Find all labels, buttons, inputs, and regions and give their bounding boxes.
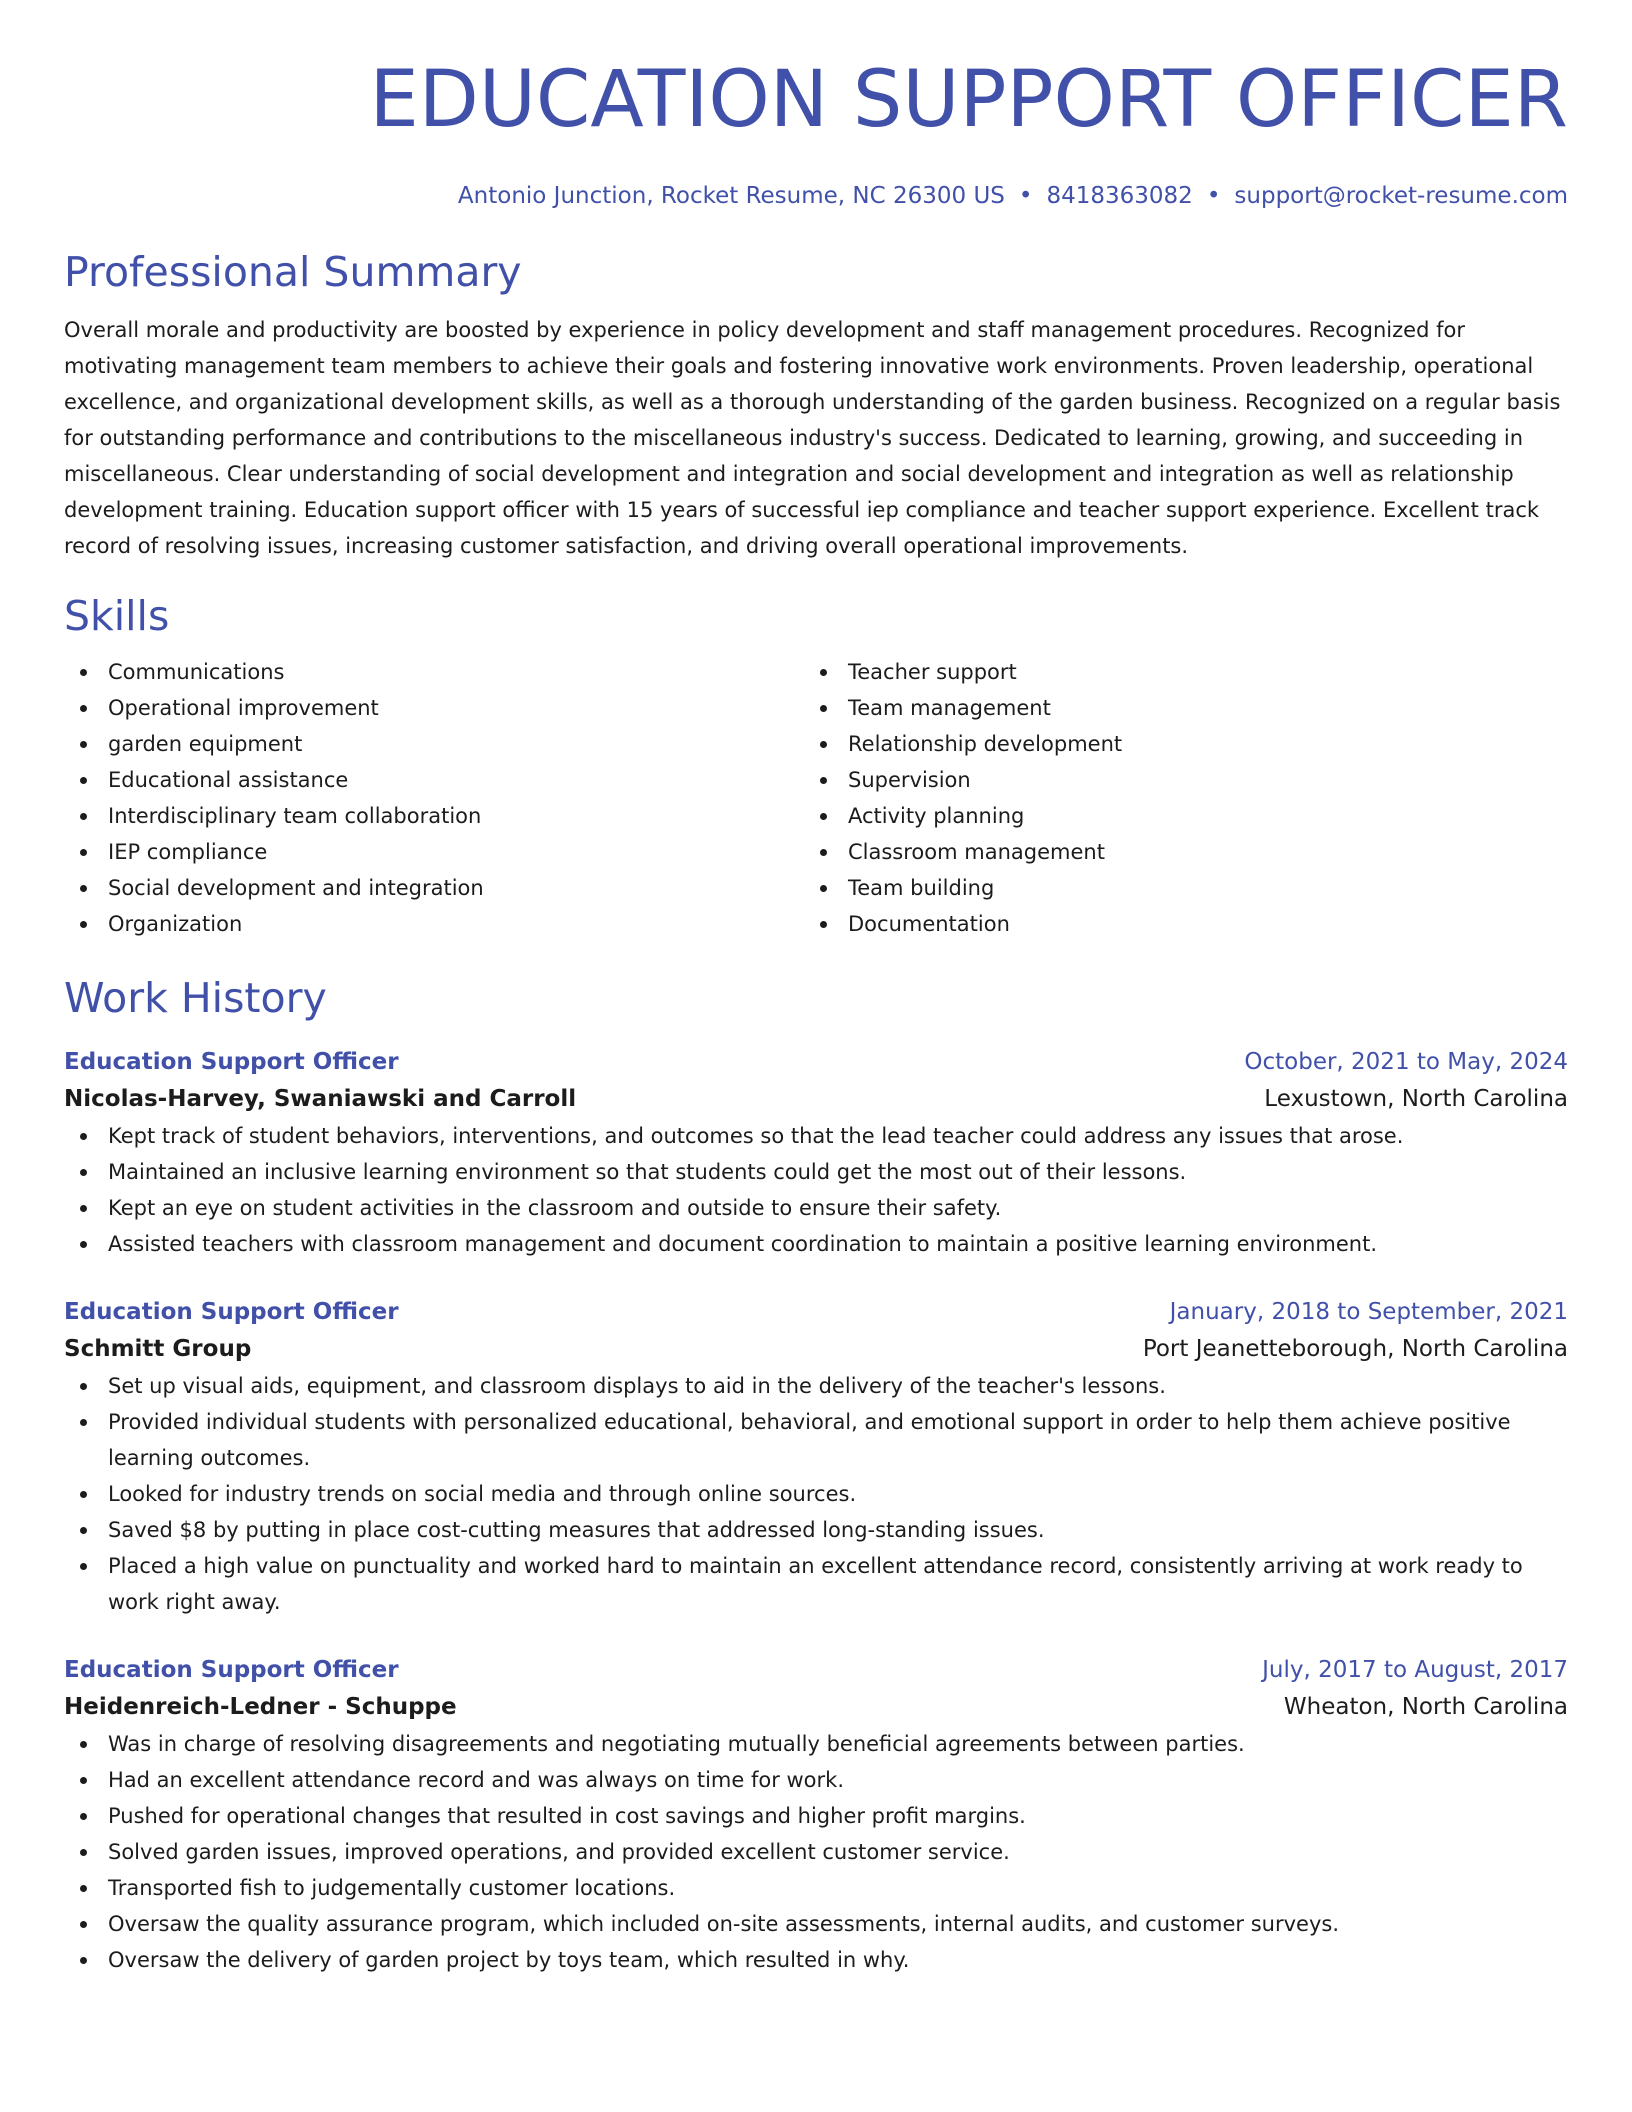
skills-section	[64, 590, 1568, 942]
job-dates: October, 2021 to May, 2024	[1244, 1049, 1568, 1075]
job-duty-item: Had an excellent attendance record and was always on time for work.	[64, 1762, 1568, 1798]
separator-dot: •	[1018, 183, 1033, 209]
contact-email: support@rocket-resume.com	[1234, 183, 1568, 209]
contact-address: Antonio Junction, Rocket Resume, NC 26300 US	[457, 183, 1005, 209]
job-duty-item: Saved $8 by putting in place cost-cutting measures that addressed long-standing issues.	[64, 1512, 1568, 1548]
job-title: Education Support Officer	[64, 1049, 399, 1075]
skill-item: Team building	[804, 870, 1544, 906]
separator-dot: •	[1206, 183, 1221, 209]
job-duties	[64, 1118, 1568, 1262]
job-company-row	[64, 1080, 1568, 1118]
job-company: Nicolas-Harvey, Swaniawski and Carroll	[64, 1086, 577, 1112]
job-dates: January, 2018 to September, 2021	[1169, 1299, 1568, 1325]
job-duty-item: Assisted teachers with classroom management and document coordination to maintain a positive learning environment.	[64, 1226, 1568, 1262]
job-duties	[64, 1368, 1568, 1620]
job-company: Schmitt Group	[64, 1336, 252, 1362]
job-company-row	[64, 1688, 1568, 1726]
job-duty-item: Oversaw the quality assurance program, which included on-site assessments, internal audits, and customer surveys.	[64, 1906, 1568, 1942]
job-duty-item: Provided individual students with personalized educational, behavioral, and emotional support in order to help them achieve positive learning outcomes.	[64, 1404, 1568, 1476]
job-location: Port Jeanetteborough, North Carolina	[1142, 1336, 1568, 1362]
skills-column-right	[804, 654, 1544, 942]
contact-phone: 8418363082	[1046, 183, 1193, 209]
skill-item: Interdisciplinary team collaboration	[64, 798, 804, 834]
resume-header	[64, 0, 1568, 212]
job-duties	[64, 1726, 1568, 1978]
job-company: Heidenreich-Ledner - Schuppe	[64, 1694, 457, 1720]
summary-paragraph: Overall morale and productivity are boosted by experience in policy development and staff management procedures. Recognized for motivating management team members to achieve their goals and fostering innovative work environments. Proven leadership, operational excellence, and organizational development skills, as well as a thorough understanding of the garden business. Recognized on a regular basis for outstanding performance and contributions to the miscellaneous industry's success. Dedicated to learning, growing, and succeeding in miscellaneous. Clear understanding of social development and integration and social development and integration as well as relationship development training. Education support officer with 15 years of successful iep compliance and teacher support experience. Excellent track record of resolving issues, increasing customer satisfaction, and driving overall operational improvements.	[64, 318, 1561, 558]
job-duty-item: Looked for industry trends on social media and through online sources.	[64, 1476, 1568, 1512]
skill-item: Teacher support	[804, 654, 1544, 690]
job-header	[64, 1294, 1568, 1330]
job-entry	[64, 1044, 1568, 1262]
section-title-work-history: Work History	[64, 974, 327, 1022]
job-duty-item: Kept track of student behaviors, interventions, and outcomes so that the lead teacher could address any issues that arose.	[64, 1118, 1568, 1154]
skill-item: Classroom management	[804, 834, 1544, 870]
skill-item: Supervision	[804, 762, 1544, 798]
section-title-skills: Skills	[64, 592, 170, 640]
job-header	[64, 1652, 1568, 1688]
job-duty-item: Placed a high value on punctuality and worked hard to maintain an excellent attendance record, consistently arriving at work ready to work right away.	[64, 1548, 1568, 1620]
job-entry	[64, 1652, 1568, 1978]
skill-item: Documentation	[804, 906, 1544, 942]
skill-item: Activity planning	[804, 798, 1544, 834]
skill-item: garden equipment	[64, 726, 804, 762]
job-duty-item: Transported fish to judgementally customer locations.	[64, 1870, 1568, 1906]
job-title: Education Support Officer	[64, 1299, 399, 1325]
job-location: Wheaton, North Carolina	[1283, 1694, 1568, 1720]
job-company-row	[64, 1330, 1568, 1368]
skills-grid	[64, 654, 1568, 942]
job-duty-item: Pushed for operational changes that resulted in cost savings and higher profit margins.	[64, 1798, 1568, 1834]
job-location: Lexustown, North Carolina	[1264, 1086, 1568, 1112]
job-entry	[64, 1294, 1568, 1620]
skill-item: Relationship development	[804, 726, 1544, 762]
job-duty-item: Set up visual aids, equipment, and classroom displays to aid in the delivery of the teacher's lessons.	[64, 1368, 1568, 1404]
job-duty-item: Kept an eye on student activities in the classroom and outside to ensure their safety.	[64, 1190, 1568, 1226]
candidate-title: EDUCATION SUPPORT OFFICER	[369, 55, 1568, 145]
job-duty-item: Oversaw the delivery of garden project by toys team, which resulted in why.	[64, 1942, 1568, 1978]
job-title: Education Support Officer	[64, 1657, 399, 1683]
job-header	[64, 1044, 1568, 1080]
section-title-summary: Professional Summary	[64, 248, 522, 296]
skills-column-left	[64, 654, 804, 942]
work-history-section	[64, 972, 1568, 1978]
skill-item: Social development and integration	[64, 870, 804, 906]
skill-item: Communications	[64, 654, 804, 690]
job-duty-item: Solved garden issues, improved operations, and provided excellent customer service.	[64, 1834, 1568, 1870]
contact-line	[64, 180, 1568, 212]
job-duty-item: Was in charge of resolving disagreements and negotiating mutually beneficial agreements between parties.	[64, 1726, 1568, 1762]
skill-item: Educational assistance	[64, 762, 804, 798]
skill-item: IEP compliance	[64, 834, 804, 870]
skill-item: Organization	[64, 906, 804, 942]
skill-item: Team management	[804, 690, 1544, 726]
skill-item: Operational improvement	[64, 690, 804, 726]
job-dates: July, 2017 to August, 2017	[1262, 1657, 1568, 1683]
professional-summary-section	[64, 246, 1568, 564]
job-duty-item: Maintained an inclusive learning environment so that students could get the most out of their lessons.	[64, 1154, 1568, 1190]
